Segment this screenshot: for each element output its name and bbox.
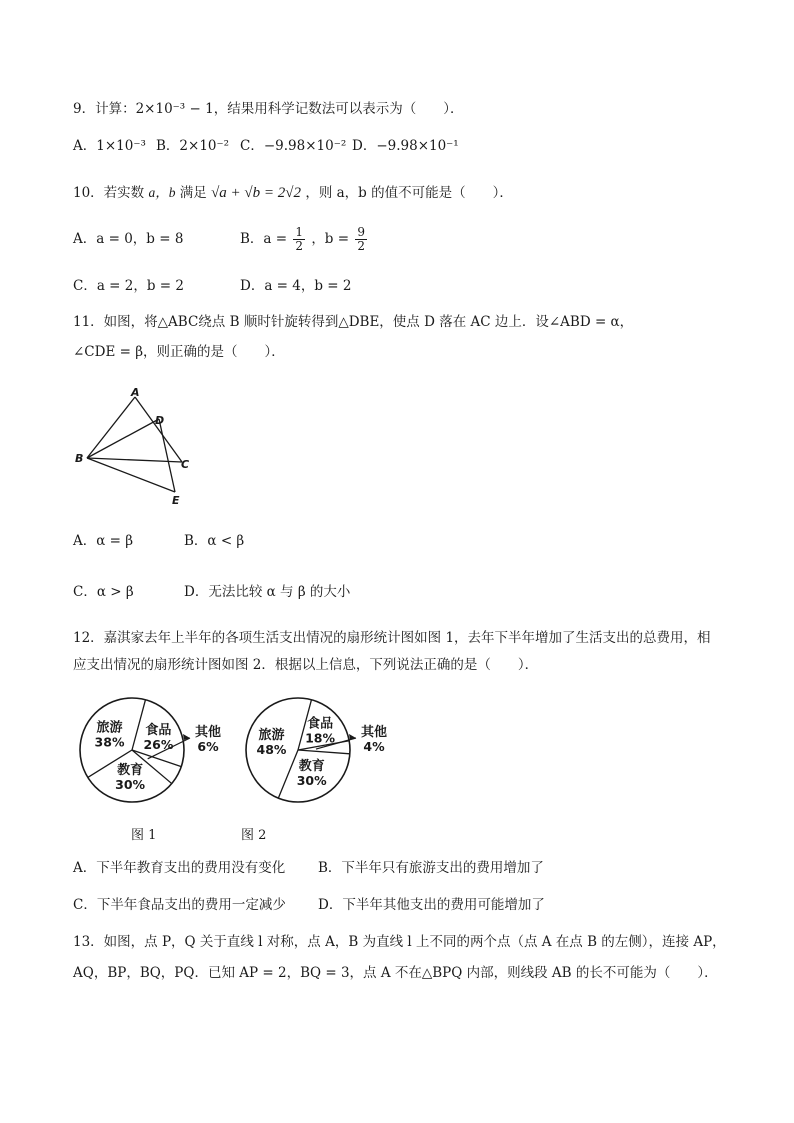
vertex-label-e: E — [172, 494, 180, 507]
q9-option-c: C．−9.98×10⁻² — [240, 138, 347, 154]
q12-stem-line2: 应支出情况的扇形统计图如图 2．根据以上信息，下列说法正确的是（ ）． — [73, 657, 539, 673]
pie-chart-figure-1 — [72, 692, 242, 812]
slice-category-label: 食品 — [307, 716, 334, 732]
q9-option-a: A．1×10⁻³ — [73, 138, 146, 154]
slice-category-label: 其他 — [360, 725, 388, 740]
q12-option-b: B．下半年只有旅游支出的费用增加了 — [318, 860, 544, 876]
q11-stem-line2: ∠CDE = β，则正确的是（ ）． — [73, 344, 285, 360]
q10-option-b — [240, 222, 369, 256]
slice-value-label: 30% — [296, 773, 327, 789]
q11-stem-line1: 11．如图，将△ABC绕点 B 顺时针旋转得到△DBE，使点 D 落在 AC 边上．设∠ABD = α， — [73, 314, 634, 330]
slice-category-label: 教育 — [117, 762, 144, 778]
slice-value-label: 18% — [305, 730, 336, 746]
q10-option-a: A．a = 0，b = 8 — [73, 231, 184, 247]
arrowhead-icon — [349, 734, 356, 740]
slice-value-label: 26% — [143, 736, 174, 752]
q12-option-c: C．下半年食品支出的费用一定减少 — [73, 897, 286, 913]
q11-option-d: D．无法比较 α 与 β 的大小 — [184, 584, 351, 600]
figure-2-caption: 图 2 — [241, 828, 267, 843]
pie-chart-figure-2 — [238, 692, 408, 812]
frac-numerator: 9 — [357, 225, 365, 239]
q10-option-b-frac-b — [355, 226, 367, 253]
q9-stem: 9．计算：2×10⁻³ − 1，结果用科学记数法可以表示为（ ）． — [73, 101, 464, 117]
slice-category-label: 旅游 — [96, 720, 123, 736]
vertex-label-a: A — [131, 386, 140, 399]
q10-stem — [73, 183, 513, 203]
q12-option-d: D．下半年其他支出的费用可能增加了 — [318, 897, 545, 913]
vertex-label-c: C — [181, 458, 190, 471]
q11-triangle-figure — [70, 385, 210, 510]
q10-option-b-prefix: B．a = — [240, 231, 288, 247]
q13-stem-line2: AQ，BP，BQ，PQ．已知 AP = 2，BQ = 3，点 A 不在△BPQ 内部，则线段 AB 的长不可能为（ ）． — [73, 965, 718, 981]
segment-be — [87, 458, 175, 492]
q10-option-c: C．a = 2，b = 2 — [73, 278, 184, 294]
slice-value-label: 6% — [197, 739, 219, 754]
q11-option-b: B．α < β — [184, 533, 245, 549]
slice-value-label: 48% — [256, 742, 287, 758]
q10-option-d: D．a = 4，b = 2 — [240, 278, 352, 294]
segment-de — [159, 419, 175, 492]
segment-ba — [87, 397, 135, 458]
segment-ac — [135, 397, 182, 462]
q10-stem-mid: 满足 — [179, 185, 207, 201]
slice-value-label: 38% — [94, 734, 125, 750]
slice-value-label: 30% — [115, 776, 146, 792]
frac-denominator: 2 — [357, 239, 365, 253]
q9-option-b: B．2×10⁻² — [156, 138, 230, 154]
q10-option-b-frac-a — [293, 226, 305, 253]
frac-numerator: 1 — [295, 225, 304, 239]
slice-category-label: 食品 — [145, 722, 172, 738]
figure-1-caption: 图 1 — [131, 828, 157, 843]
slice-category-label: 教育 — [298, 759, 325, 775]
q12-stem-line1: 12．嘉淇家去年上半年的各项生活支出情况的扇形统计图如图 1，去年下半年增加了生活支出的总费用，相 — [73, 630, 711, 646]
q10-stem-prefix: 10．若实数 — [73, 185, 145, 201]
q10-stem-vars: a，b — [148, 185, 176, 200]
q10-option-b-mid: ，b = — [311, 231, 350, 247]
segment-bd — [87, 419, 159, 458]
q11-option-c: C．α > β — [73, 584, 134, 600]
slice-value-label: 4% — [363, 739, 385, 754]
slice-category-label: 旅游 — [258, 728, 285, 744]
q12-option-a: A．下半年教育支出的费用没有变化 — [73, 860, 286, 876]
vertex-label-b: B — [75, 452, 84, 465]
frac-denominator: 2 — [295, 239, 304, 253]
vertex-label-d: D — [155, 414, 165, 427]
q10-equation: √a + √b = 2√2 — [211, 185, 302, 201]
q13-stem-line1: 13．如图，点 P，Q 关于直线 l 对称，点 A，B 为直线 l 上不同的两个点（点 A 在点 B 的左侧），连接 AP， — [73, 934, 726, 950]
q11-option-a: A．α = β — [73, 533, 134, 549]
q9-option-d: D．−9.98×10⁻¹ — [352, 138, 459, 154]
slice-category-label: 其他 — [194, 725, 222, 740]
q10-stem-suffix: ，则 a，b 的值不可能是（ ）． — [305, 185, 513, 201]
